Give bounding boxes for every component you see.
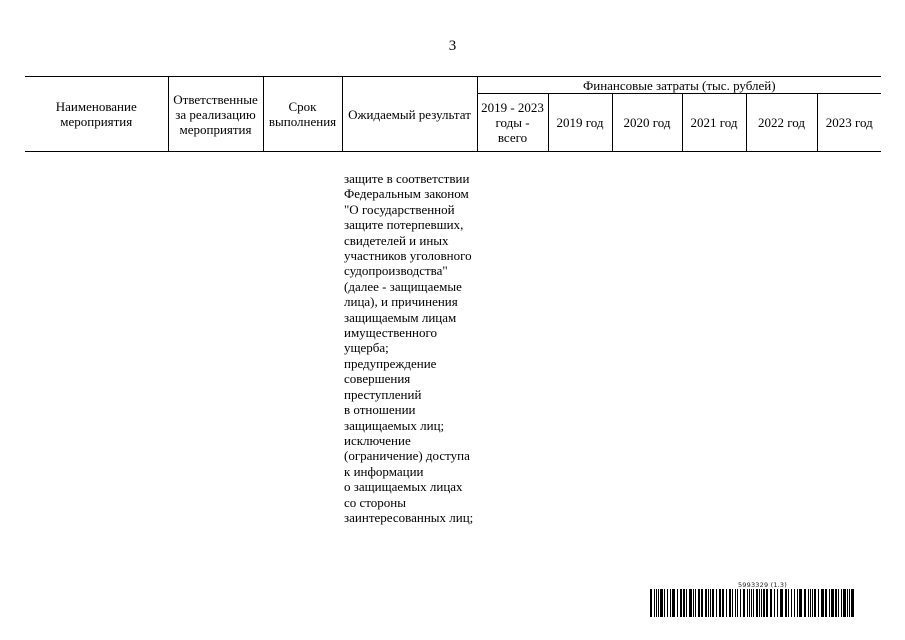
col-term-header: Срок выполнения (263, 77, 342, 152)
result-line: со стороны (344, 494, 406, 510)
result-line: Федеральным законом (344, 186, 469, 202)
year-2023-header: 2023 год (817, 94, 881, 152)
financial-costs-header: Финансовые затраты (тыс. рублей) (477, 77, 881, 94)
result-line: защищаемых лиц; (344, 417, 445, 433)
result-line: свидетелей и иных (344, 232, 449, 248)
result-line: ущерба; (344, 340, 389, 356)
year-2021-header: 2021 год (682, 94, 746, 152)
result-line: о защищаемых лицах (344, 479, 463, 495)
result-line: (далее - защищаемые (344, 278, 462, 294)
col-responsible-header: Ответственные за реализацию мероприятия (168, 77, 263, 152)
barcode (649, 581, 857, 617)
result-line: (ограничение) доступа (344, 448, 470, 464)
result-line: судопроизводства" (344, 263, 448, 279)
result-line: предупреждение (344, 355, 437, 371)
result-line: в отношении (344, 402, 416, 418)
result-line: преступлений (344, 386, 422, 402)
year-2022-header: 2022 год (746, 94, 817, 152)
year-total-header: 2019 - 2023 годы - всего (477, 94, 548, 152)
result-line: исключение (344, 432, 411, 448)
barcode-bars (649, 589, 857, 617)
result-line: совершения (344, 371, 411, 387)
barcode-id: 5993329 (1.3) (737, 581, 787, 589)
year-2019-header: 2019 год (548, 94, 612, 152)
result-line: заинтересованных лиц; (344, 509, 474, 525)
result-line: "О государственной (344, 201, 455, 217)
result-line: защите потерпевших, (344, 217, 464, 233)
result-line: имущественного (344, 325, 437, 341)
result-line: защищаемым лицам (344, 309, 457, 325)
result-line: к информации (344, 463, 424, 479)
year-2020-header: 2020 год (612, 94, 682, 152)
result-line: защите в соответствии (344, 171, 470, 186)
col-result-header: Ожидаемый результат (342, 77, 477, 152)
result-line: лица), и причинения (344, 294, 458, 310)
result-line: участников уголовного (344, 248, 472, 264)
expected-result-text (344, 171, 484, 525)
table-header (25, 76, 881, 152)
col-name-header: Наименование мероприятия (25, 77, 168, 152)
page-number: 3 (448, 38, 457, 54)
